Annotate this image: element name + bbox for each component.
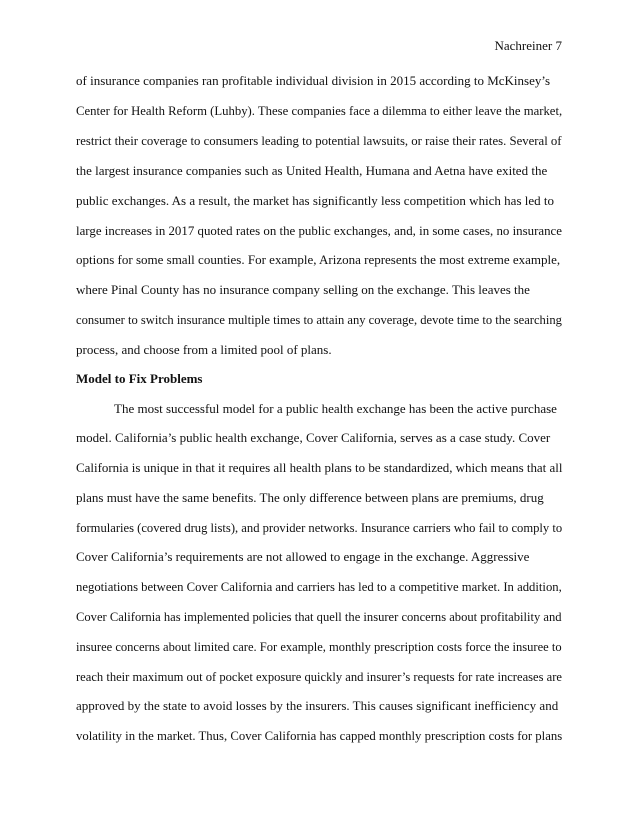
paragraph-line: Cover California’s requirements are not allowed to engage in the exchange. Aggressive [76,549,530,564]
paragraph-line: formularies (covered drug lists), and provider networks. Insurance carriers who fail to comply to [76,520,563,535]
paragraph-line: Cover California has implemented policies that quell the insurer concerns about profitability and [76,609,562,624]
paragraph-line: restrict their coverage to consumers leading to potential lawsuits, or raise their rates. Several of [76,133,562,148]
paragraph-line: Center for Health Reform (Luhby). These companies face a dilemma to either leave the market, [76,103,563,118]
paragraph-line: approved by the state to avoid losses by the insurers. This causes significant inefficiency and [76,698,559,713]
paragraph-line: California is unique in that it requires all health plans to be standardized, which means that all [76,460,563,475]
running-head: Nachreiner 7 [494,38,562,53]
paragraph-line: process, and choose from a limited pool of plans. [76,342,332,357]
paragraph-line: The most successful model for a public health exchange has been the active purchase [114,401,557,416]
paragraph-line: model. California’s public health exchange, Cover California, serves as a case study. Cover [76,430,551,445]
paragraph-line: plans must have the same benefits. The only difference between plans are premiums, drug [76,490,544,505]
paragraph-line: of insurance companies ran profitable individual division in 2015 according to McKinsey’s [76,73,551,88]
paragraph-line: reach their maximum out of pocket exposure quickly and insurer’s requests for rate increases are [76,669,562,684]
paragraph-line: options for some small counties. For example, Arizona represents the most extreme example, [76,252,561,267]
paragraph-line: large increases in 2017 quoted rates on the public exchanges, and, in some cases, no insurance [76,223,562,238]
paragraph-line: consumer to switch insurance multiple times to attain any coverage, devote time to the searching [76,312,562,327]
paragraph-line: insuree concerns about limited care. For example, monthly prescription costs force the insuree to [76,639,562,654]
paragraph-line: volatility in the market. Thus, Cover California has capped monthly prescription costs for plans [76,728,563,743]
paragraph-line: the largest insurance companies such as United Health, Humana and Aetna have exited the [76,163,548,178]
paragraph-line: where Pinal County has no insurance company selling on the exchange. This leaves the [76,282,530,297]
section-heading: Model to Fix Problems [76,371,203,386]
paragraph-line: public exchanges. As a result, the market has significantly less competition which has led to [76,193,554,208]
paragraph-line: negotiations between Cover California and carriers has led to a competitive market. In addition, [76,579,562,594]
